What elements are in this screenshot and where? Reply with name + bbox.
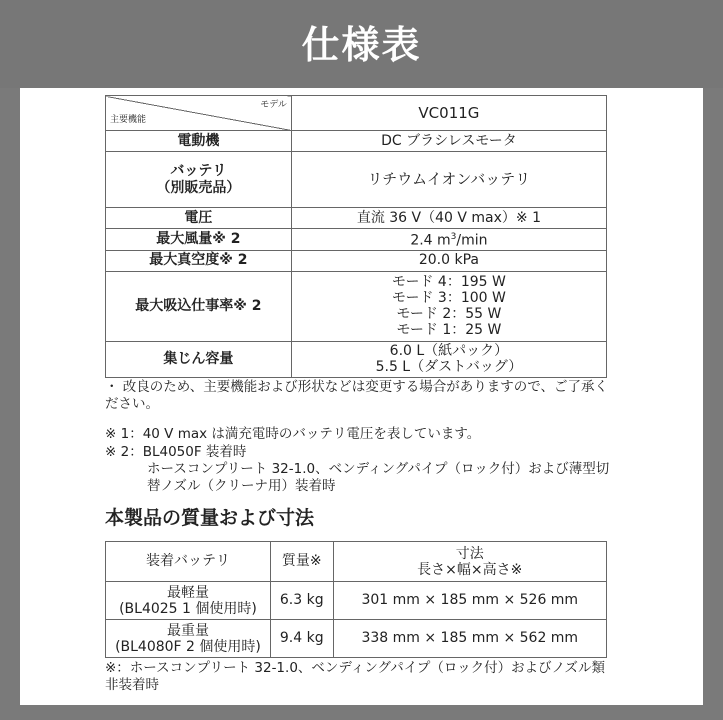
row-lightest-sub: (BL4025 1 個使用時)	[119, 600, 257, 617]
mode-1-value: モード 1：25 W	[396, 322, 502, 339]
spec-value-battery: リチウムイオンバッテリ	[291, 152, 606, 208]
row-heaviest-mass: 9.4 kg	[270, 620, 333, 658]
spec-value-vacuum: 20.0 kPa	[291, 250, 606, 271]
mode-3-value: モード 3：100 W	[392, 290, 506, 307]
row-lightest-mass: 6.3 kg	[270, 582, 333, 620]
col-mass-header: 質量※	[270, 542, 333, 582]
airflow-value: 2.4 m	[410, 232, 451, 249]
col-dims-header	[333, 542, 606, 582]
airflow-unit: /min	[456, 232, 488, 249]
row-heaviest-label: 最重量	[166, 622, 209, 639]
dims-section-title: 本製品の質量および寸法	[105, 507, 315, 529]
title-banner	[0, 0, 723, 88]
note-2-line-1: ※ 2：BL4050F 装着時	[105, 444, 247, 460]
dims-footnote: ※：ホースコンプリート 32-1.0、ベンディングパイプ（ロック付）およびノズル類非装着時	[105, 660, 606, 693]
airflow-superscript: 3	[450, 232, 457, 242]
capacity-dust-bag: 5.5 L（ダストバッグ）	[375, 359, 523, 376]
dims-subtitle: 長さ×幅×高さ※	[417, 561, 523, 578]
row-heaviest-sub: (BL4080F 2 個使用時)	[115, 638, 261, 655]
row-lightest-dims: 301 mm × 185 mm × 526 mm	[333, 582, 606, 620]
spec-value-capacity	[291, 341, 606, 377]
row-lightest-label: 最軽量	[166, 584, 209, 601]
row-heaviest-battery	[106, 620, 271, 658]
improvement-note: ・ 改良のため、主要機能および形状などは変更する場合がありますので、ご了承ください。	[105, 379, 608, 412]
dims-table	[105, 541, 607, 658]
page-title: 仕様表	[301, 23, 422, 67]
spec-sheet	[20, 88, 703, 705]
spec-key-suction-power: 最大吸込仕事率※ 2	[106, 271, 292, 341]
spec-value-motor: DC ブラシレスモータ	[291, 131, 606, 152]
spec-key-voltage: 電圧	[106, 208, 292, 229]
mode-4-value: モード 4：195 W	[392, 274, 506, 291]
spec-value-airflow	[291, 229, 606, 251]
spec-key-vacuum: 最大真空度※ 2	[106, 250, 292, 271]
note-1: ※ 1：40 V max は満充電時のバッテリ電圧を表しています。	[105, 426, 481, 442]
dims-title: 寸法	[455, 545, 484, 562]
spec-key-battery: バッテリ （別販売品）	[106, 152, 292, 208]
spec-value-suction-power	[291, 271, 606, 341]
spec-header-corner	[106, 96, 292, 131]
row-heaviest-dims: 338 mm × 185 mm × 562 mm	[333, 620, 606, 658]
spec-table	[105, 95, 607, 378]
model-name: VC011G	[291, 96, 606, 131]
spec-key-capacity: 集じん容量	[106, 341, 292, 377]
header-model-label: モデル	[260, 100, 287, 110]
note-2-line-2: ホースコンプリート 32-1.0、ベンディングパイプ（ロック付）および薄型切替ノズル（クリーナ用）装着時	[147, 461, 610, 494]
spec-key-airflow: 最大風量※ 2	[106, 229, 292, 251]
col-battery-header: 装着バッテリ	[106, 542, 271, 582]
spec-key-motor: 電動機	[106, 131, 292, 152]
header-main-label: 主要機能	[110, 115, 147, 125]
spec-value-voltage: 直流 36 V（40 V max）※ 1	[291, 208, 606, 229]
mode-2-value: モード 2：55 W	[396, 306, 502, 323]
capacity-paper-pack: 6.0 L（紙パック）	[389, 343, 509, 360]
row-lightest-battery	[106, 582, 271, 620]
